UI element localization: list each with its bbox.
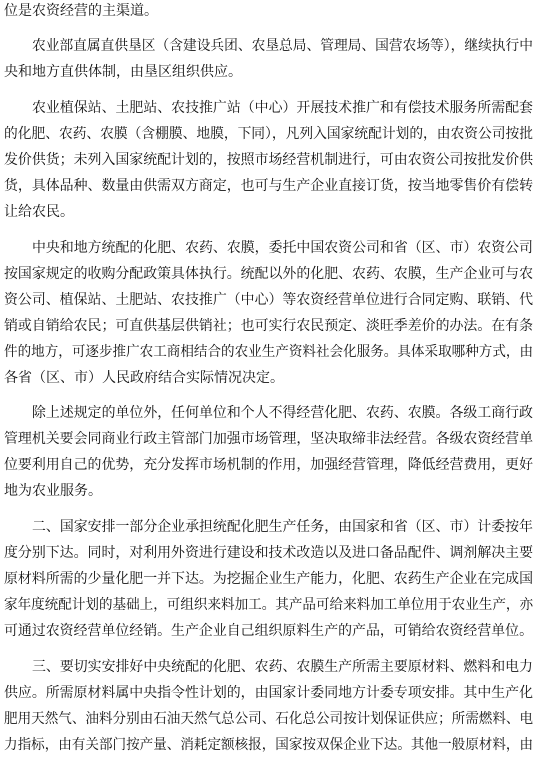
text-line: 除上述规定的单位外，任何单位和个人不得经营化肥、农药、农膜。各级工商行政 <box>32 405 533 421</box>
text-line: 度分别下达。同时，对利用外资进行建设和技术改造以及进口备品配件、调剂解决主要 <box>4 545 534 561</box>
text-line: 家年度统配计划的基础上，可组织来料加工。其产品可给来料加工单位用于农业生产，亦 <box>4 597 534 613</box>
text-line: 发价供货；未列入国家统配计划的，按照市场经营机制进行，可由农资公司按批发价供 <box>4 152 534 168</box>
text-line: 肥用天然气、油料分别由石油天然气总公司、石化总公司按计划保证供应；所需燃料、电 <box>4 711 534 727</box>
text-line: 央和地方直供体制，由垦区组织供应。 <box>4 64 242 80</box>
text-line: 供应。所需原材料属中央指令性计划的，由国家计委同地方计委专项安排。其中生产化 <box>4 685 534 701</box>
text-line: 地为农业服务。 <box>4 483 102 499</box>
text-line: 资公司、植保站、土肥站、农技推广（中心）等农资经营单位进行合同定购、联销、代 <box>4 292 534 308</box>
text-line: 原材料所需的少量化肥一并下达。为挖掘企业生产能力，化肥、农药生产企业在完成国 <box>4 571 534 587</box>
text-line: 三、要切实安排好中央统配的化肥、农药、农膜生产所需主要原材料、燃料和电力 <box>32 659 533 675</box>
text-line: 各省（区、市）人民政府结合实际情况决定。 <box>4 370 284 386</box>
text-line: 二、国家安排一部分企业承担统配化肥生产任务，由国家和省（区、市）计委按年 <box>32 519 533 535</box>
text-line: 农业植保站、土肥站、农技推广站（中心）开展技术推广和有偿技术服务所需配套 <box>32 100 533 116</box>
text-line: 中央和地方统配的化肥、农药、农膜，委托中国农资公司和省（区、市）农资公司 <box>32 240 533 256</box>
text-line: 力指标，由有关部门按产量、消耗定额核报，国家按双保企业下达。其他一般原材料，由 <box>4 737 534 753</box>
text-line: 的化肥、农药、农膜（含棚膜、地膜，下同），凡列入国家统配计划的，由农资公司按批 <box>4 126 533 142</box>
text-line: 可通过农资经营单位经销。生产企业自己组织原料生产的产品，可销给农资经营单位。 <box>4 623 534 639</box>
text-line: 农业部直属直供垦区（含建设兵团、农垦总局、管理局、国营农场等），继续执行中 <box>32 38 533 54</box>
text-line: 货，具体品种、数量由供需双方商定，也可与生产企业直接订货，按当地零售价有偿转 <box>4 178 534 194</box>
text-line: 管理机关要会同商业行政主管部门加强市场管理，坚决取缔非法经营。各级农资经营单 <box>4 431 534 447</box>
text-line: 位要利用自己的优势，充分发挥市场机制的作用，加强经营管理，降低经营费用，更好 <box>4 457 534 473</box>
text-line: 销或自销给农民；可直供基层供销社；也可实行农民预定、淡旺季差价的办法。在有条 <box>4 318 534 334</box>
text-line: 按国家规定的收购分配政策具体执行。统配以外的化肥、农药、农膜，生产企业可与农 <box>4 266 534 282</box>
text-line: 位是农资经营的主渠道。 <box>4 3 158 19</box>
text-line: 让给农民。 <box>4 204 74 220</box>
text-line: 件的地方，可逐步推广农工商相结合的农业生产资料社会化服务。具体采取哪种方式，由 <box>4 344 534 360</box>
